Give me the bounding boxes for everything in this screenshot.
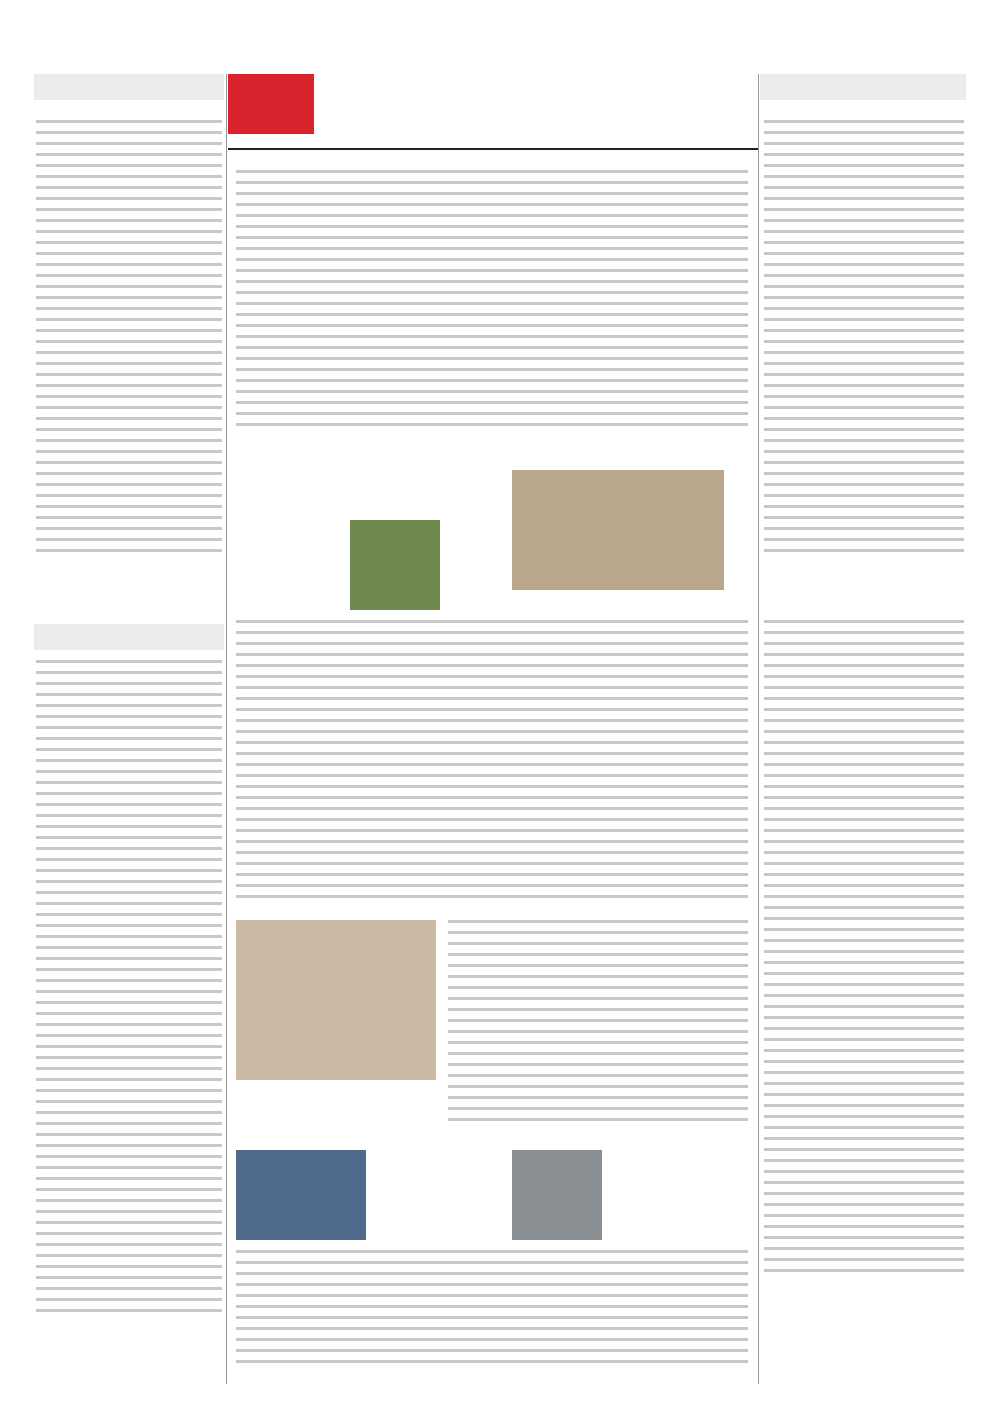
article-photo <box>512 1150 602 1240</box>
article-photo <box>350 520 440 610</box>
article-photo <box>512 470 724 590</box>
text-block <box>236 620 748 910</box>
text-block <box>448 920 748 1130</box>
left-section-bar <box>34 74 224 100</box>
text-block <box>236 170 748 440</box>
right-section-bar <box>760 74 966 100</box>
left-bottom-section-bar <box>34 624 224 650</box>
text-block <box>764 120 964 590</box>
article-photo <box>236 920 436 1080</box>
header-rule <box>228 148 758 150</box>
article-photo <box>236 1150 366 1240</box>
text-block <box>236 1250 748 1370</box>
text-block <box>764 620 964 1360</box>
masthead <box>228 74 758 146</box>
text-block <box>36 660 222 1370</box>
column-rule <box>758 74 759 1384</box>
column-rule <box>226 74 227 1384</box>
masthead-logo <box>228 74 314 134</box>
text-block <box>36 120 222 610</box>
